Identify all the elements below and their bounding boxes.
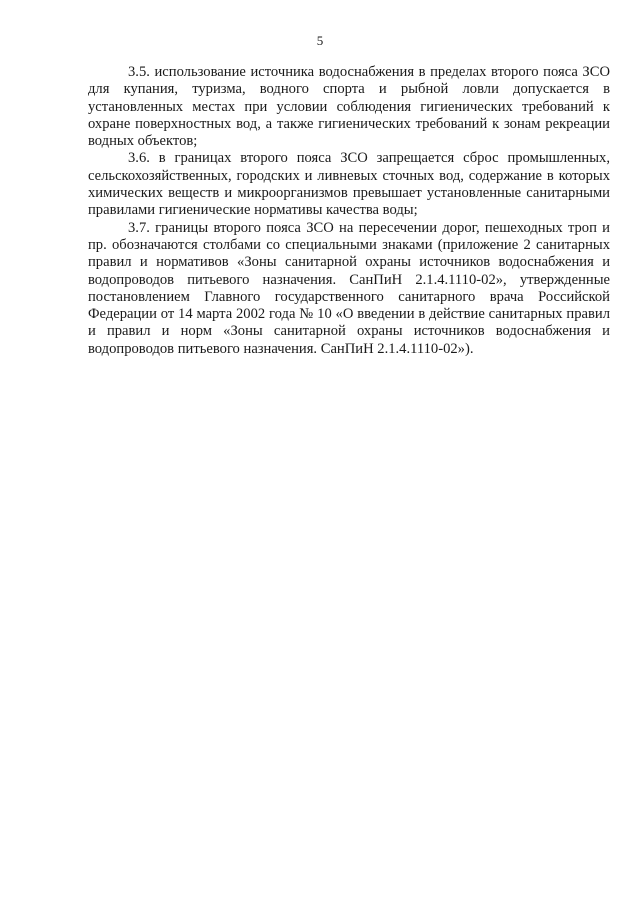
page-number: 5 — [316, 33, 324, 48]
paragraph-3-6: 3.6. в границах второго пояса ЗСО запрещается сброс промышленных, сельскохозяйственных, городских и ливневых сточных вод, содержание в которых химических веществ и микроорганизмов превышает установленные санитарными правилами гигиенические нормативы качества воды; — [88, 150, 610, 219]
document-body — [88, 64, 610, 358]
paragraph-3-5: 3.5. использование источника водоснабжения в пределах второго пояса ЗСО для купания, туризма, водного спорта и рыбной ловли допускается в установленных местах при условии соблюдения гигиенических требований к охране поверхностных вод, а также гигиенических требований к зонам рекреации водных объектов; — [88, 64, 610, 150]
paragraph-3-7: 3.7. границы второго пояса ЗСО на пересечении дорог, пешеходных троп и пр. обозначаются столбами со специальными знаками (приложение 2 санитарных правил и нормативов «Зоны санитарной охраны источников водоснабжения и водопроводов питьевого назначения. СанПиН 2.1.4.1110-02», утвержденные постановлением Главного государственного санитарного врача Российской Федерации от 14 марта 2002 года № 10 «О введении в действие санитарных правил и правил и норм «Зоны санитарной охраны источников водоснабжения и водопроводов питьевого назначения. СанПиН 2.1.4.1110-02»). — [88, 219, 610, 357]
